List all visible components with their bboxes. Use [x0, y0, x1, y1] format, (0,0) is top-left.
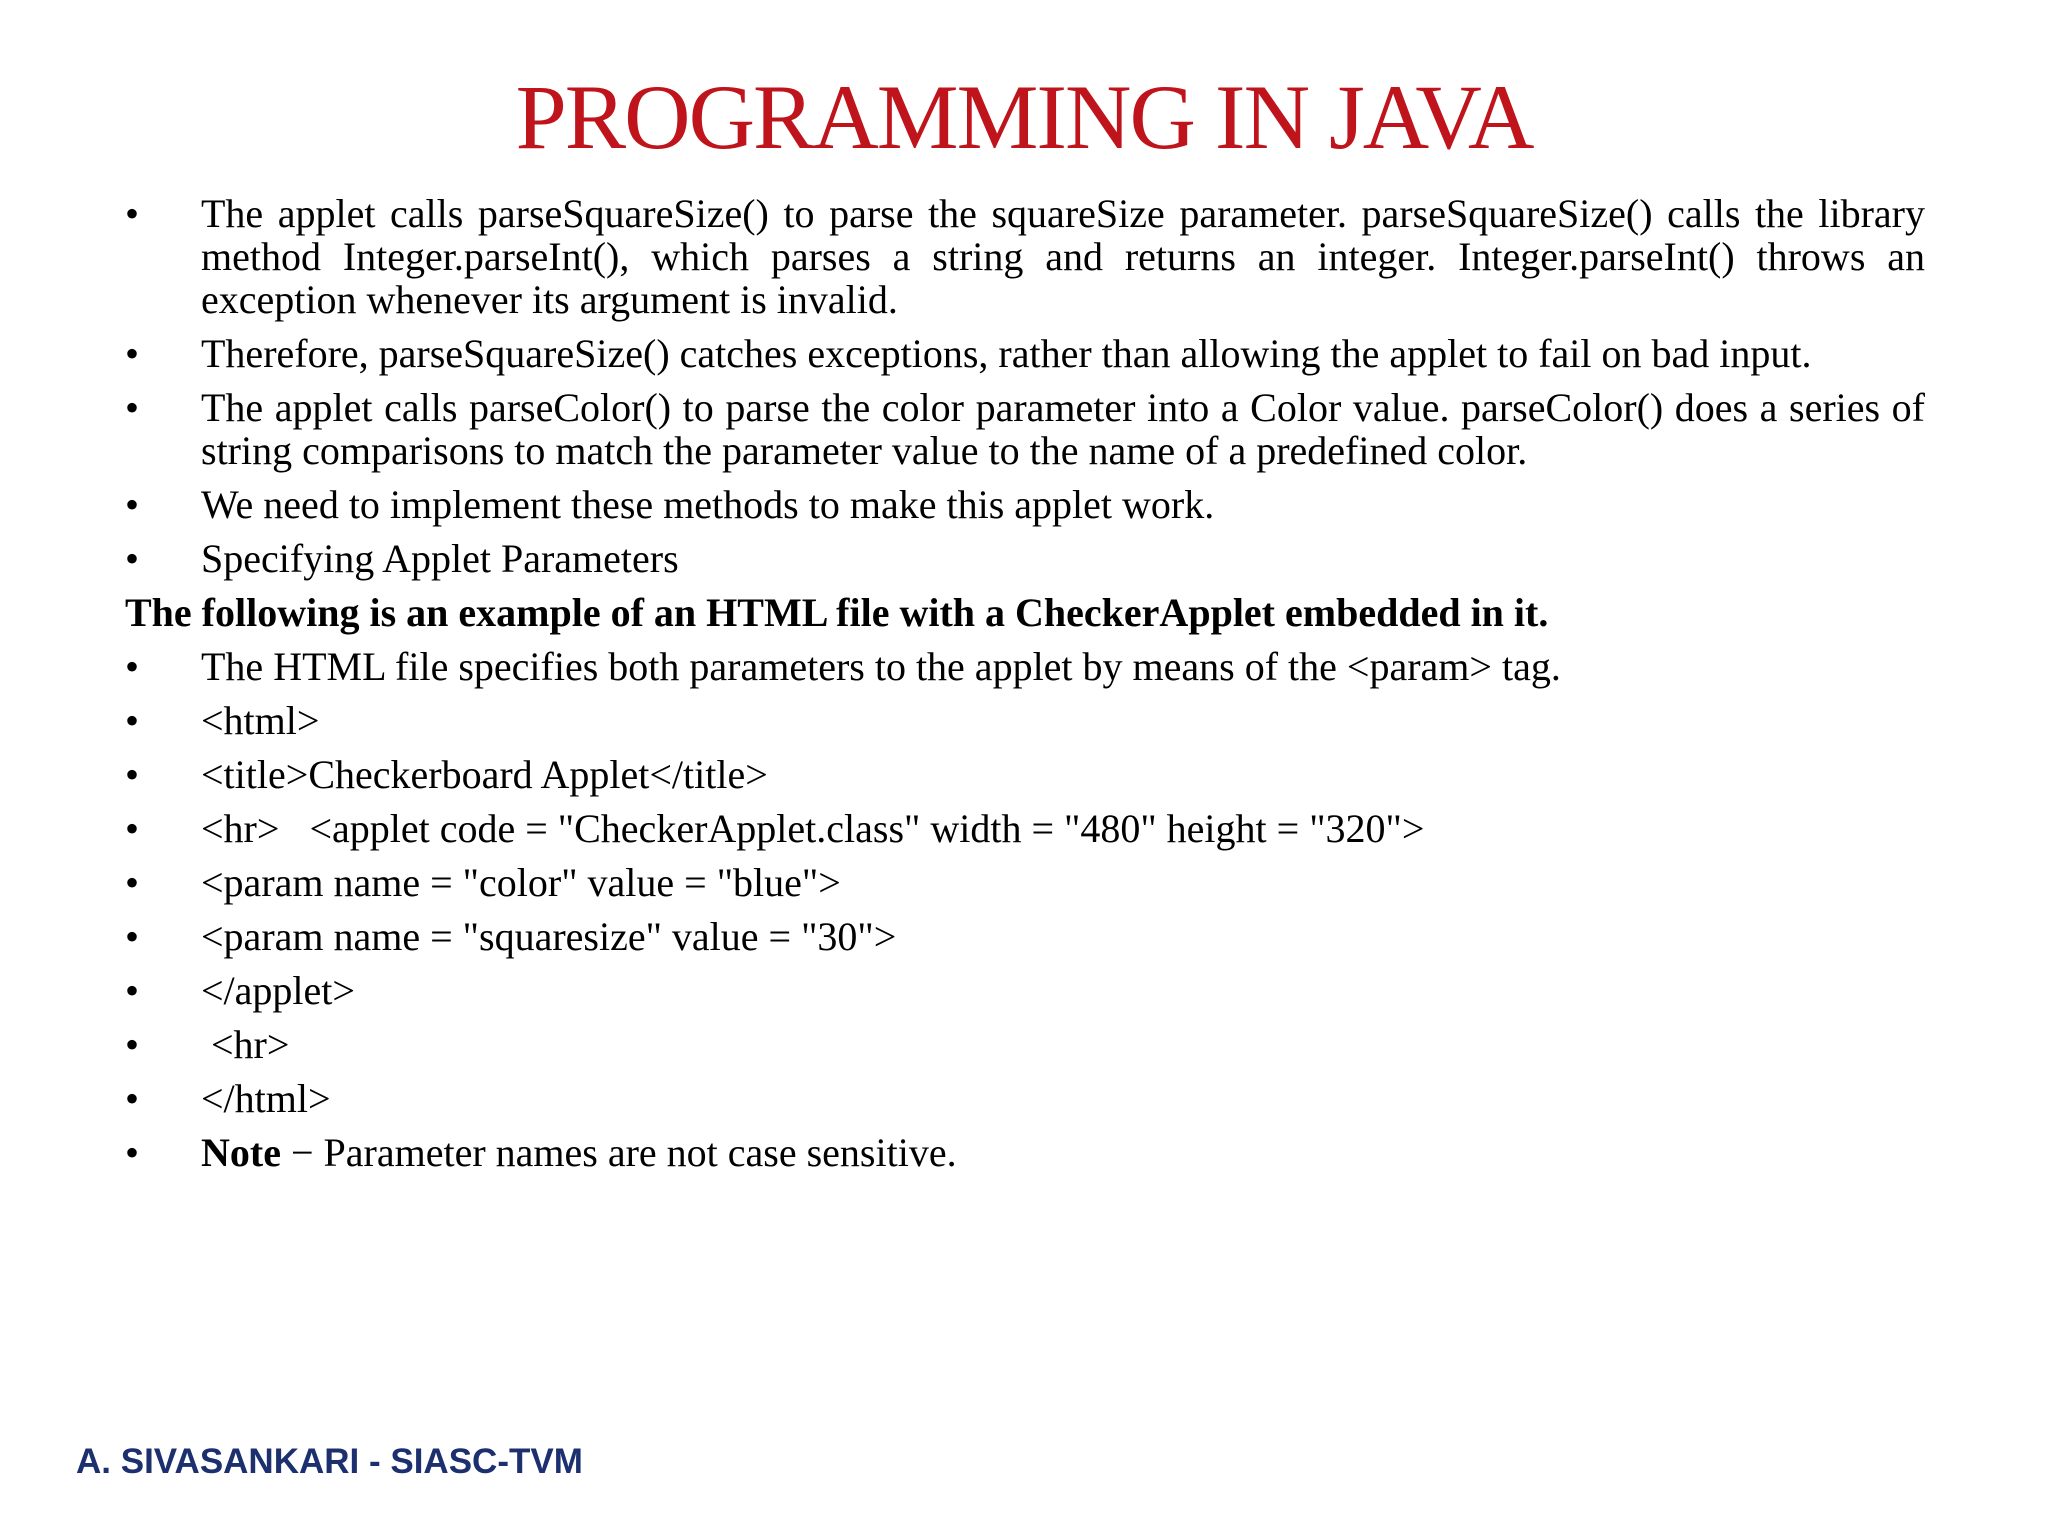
bullet-marker: • [125, 968, 140, 1013]
bullet-item [125, 386, 1925, 472]
bullet-marker: • [125, 752, 140, 797]
code-line: <html> [201, 698, 320, 743]
code-line: <hr> <applet code = "CheckerApplet.class" width = "480" height = "320"> [201, 806, 1425, 851]
bullet-item [125, 483, 1925, 526]
bullet-item [125, 1077, 1925, 1120]
code-line: </html> [201, 1076, 331, 1121]
code-line: <param name = "squaresize" value = "30"> [201, 914, 897, 959]
bullet-item [125, 1023, 1925, 1066]
bullet-item [125, 537, 1925, 580]
bullet-text: Specifying Applet Parameters [201, 536, 679, 581]
bullet-marker: • [125, 536, 140, 581]
code-line: </applet> [201, 968, 355, 1013]
bullet-marker: • [125, 698, 140, 743]
bullet-text: The applet calls parseSquareSize() to parse the squareSize parameter. parseSquareSize() calls the library method Integer.parseInt(), which parses a string and returns an integer. Integer.parseInt() throws an exception whenever its argument is invalid. [201, 191, 1925, 322]
bullet-text: Therefore, parseSquareSize() catches exceptions, rather than allowing the applet to fail on bad input. [201, 331, 1812, 376]
bullet-marker: • [125, 191, 140, 236]
bullet-item [125, 645, 1925, 688]
bullet-text: We need to implement these methods to make this applet work. [201, 482, 1215, 527]
note-item [125, 1131, 1925, 1174]
slide-title: PROGRAMMING IN JAVA [515, 66, 1533, 168]
bullet-item [125, 192, 1925, 321]
code-line: <hr> [201, 1022, 290, 1067]
bullet-item [125, 699, 1925, 742]
note-text [201, 1131, 1925, 1174]
bullet-marker: • [125, 482, 140, 527]
slide-content [125, 192, 1925, 1185]
note-body: − Parameter names are not case sensitive. [280, 1130, 957, 1175]
bullet-item [125, 332, 1925, 375]
bullet-marker: • [125, 385, 140, 430]
note-label: Note [201, 1130, 281, 1175]
bullet-marker: • [125, 1130, 140, 1175]
bullet-marker: • [125, 331, 140, 376]
bold-intro-line: The following is an example of an HTML file with a CheckerApplet embedded in it. [125, 590, 1549, 635]
bullet-item [125, 969, 1925, 1012]
footer-author: A. SIVASANKARI - SIASC-TVM [76, 1442, 583, 1481]
bullet-item [125, 753, 1925, 796]
bullet-marker: • [125, 644, 140, 689]
bullet-marker: • [125, 914, 140, 959]
bullet-marker: • [125, 860, 140, 905]
bullet-item [125, 807, 1925, 850]
bullet-text: The HTML file specifies both parameters to the applet by means of the <param> tag. [201, 644, 1561, 689]
bullet-marker: • [125, 806, 140, 851]
bullet-text: The applet calls parseColor() to parse the color parameter into a Color value. parseColor() does a series of string comparisons to match the parameter value to the name of a predefined color. [201, 385, 1925, 473]
bullet-marker: • [125, 1076, 140, 1121]
code-line: <param name = "color" value = "blue"> [201, 860, 841, 905]
bullet-item [125, 861, 1925, 904]
bullet-marker: • [125, 1022, 140, 1067]
bullet-item [125, 915, 1925, 958]
code-line: <title>Checkerboard Applet</title> [201, 752, 768, 797]
